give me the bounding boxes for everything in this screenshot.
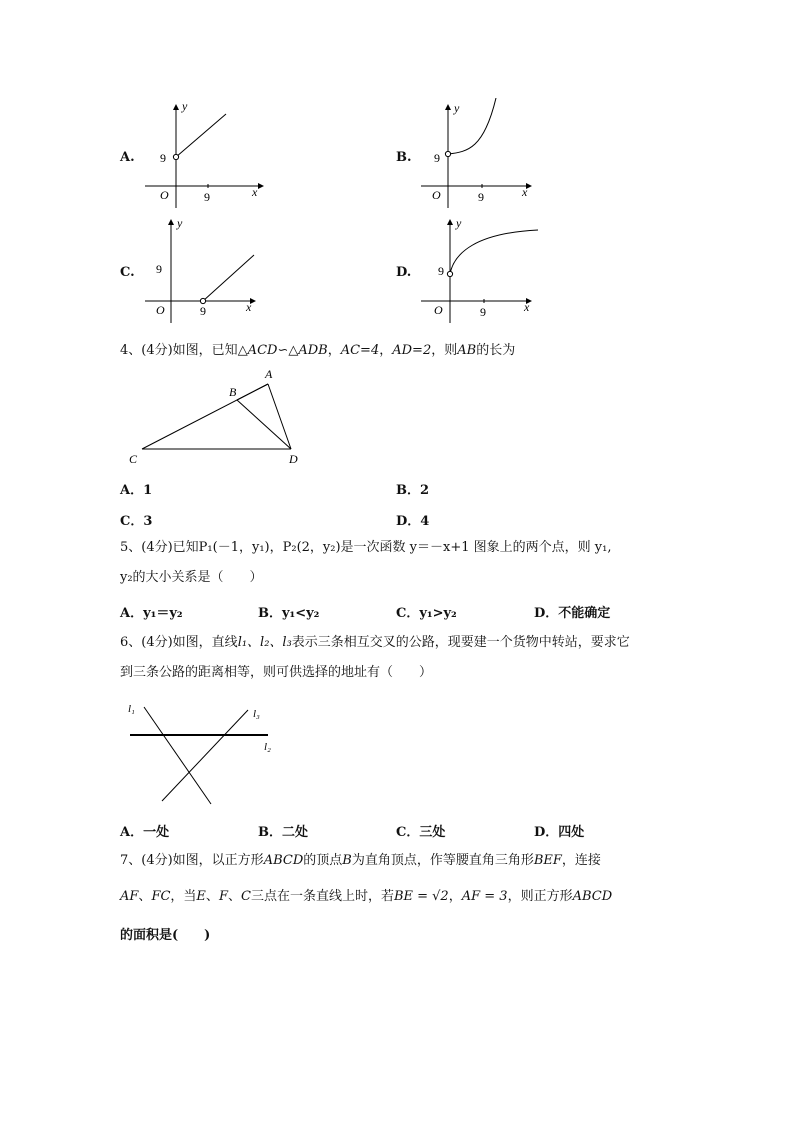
label-l3: l₃ (253, 708, 260, 720)
q6-stem-line1: 6、(4分)如图，直线l₁、l₂、l₃表示三条相互交叉的公路，现要建一个货物中转站，要求它 (120, 635, 630, 650)
open-point (200, 298, 205, 303)
q3-option-c-label: C. (120, 265, 135, 280)
q5-option-a[interactable]: A．y₁＝y₂ (120, 606, 183, 621)
q5-option-c[interactable]: C．y₁>y₂ (396, 606, 457, 621)
open-point (173, 154, 178, 159)
q7-stem-line3: 的面积是( ) (120, 928, 211, 943)
open-point (447, 271, 452, 276)
q4-triangle-figure (125, 365, 315, 470)
svg-text:9: 9 (478, 190, 484, 204)
x-axis-label: x (252, 185, 258, 199)
label-l2: l₂ (264, 741, 271, 753)
q4-option-d[interactable]: D．4 (396, 514, 430, 529)
q6-option-c[interactable]: C．三处 (396, 825, 446, 840)
q6-option-b[interactable]: B．二处 (258, 825, 308, 840)
x-axis-arrow (258, 183, 264, 189)
q3-option-b-label: B. (396, 150, 412, 165)
svg-text:9: 9 (480, 305, 486, 319)
svg-text:9: 9 (200, 304, 206, 318)
y-intercept-label: 9 (160, 151, 166, 165)
vertex-c: C (129, 452, 138, 466)
q4-option-b[interactable]: B．2 (396, 483, 430, 498)
q6-stem-line2: 到三条公路的距离相等，则可供选择的地址有（ ） (120, 665, 433, 680)
function-curve (450, 230, 538, 274)
q3-option-a-label: A. (120, 150, 135, 165)
q7-stem-line1: 7、(4分)如图，以正方形ABCD的顶点B为直角顶点，作等腰直角三角形BEF，连接 (120, 853, 601, 868)
svg-text:9: 9 (156, 262, 162, 276)
function-curve (176, 114, 226, 157)
q6-option-a[interactable]: A．一处 (120, 825, 170, 840)
svg-text:y: y (454, 101, 460, 115)
q6-roads-figure (125, 698, 285, 808)
q5-stem-line2: y₂的大小关系是（ ） (120, 570, 263, 585)
svg-text:O: O (434, 303, 443, 317)
svg-text:O: O (156, 303, 165, 317)
vertex-d: D (289, 452, 298, 466)
q5-option-d[interactable]: D．不能确定 (534, 606, 611, 621)
q5-stem-line1: 5、(4分)已知P₁(－1，y₁)，P₂(2，y₂)是一次函数 y＝－x+1 图象上的两个点，则 y₁, (120, 540, 612, 555)
vertex-a: A (265, 367, 273, 381)
x-tick-label: 9 (204, 190, 210, 204)
q7-stem-line2: AF、FC，当E、F、C三点在一条直线上时，若BE = √2，AF = 3，则正方形ABCD (120, 889, 613, 904)
q4-stem: 4、(4分)如图，已知△ACD∽△ADB，AC=4，AD=2，则AB的长为 (120, 343, 516, 358)
svg-text:x: x (524, 300, 530, 314)
y-axis-label: y (182, 99, 188, 113)
vertex-b: B (229, 385, 237, 399)
q4-option-c[interactable]: C．3 (120, 514, 153, 529)
q3-option-d-label: D. (396, 265, 412, 280)
svg-text:9: 9 (434, 151, 440, 165)
q4-option-a[interactable]: A．1 (120, 483, 153, 498)
function-curve (203, 255, 254, 301)
q5-option-b[interactable]: B．y₁<y₂ (258, 606, 320, 621)
svg-text:x: x (522, 185, 528, 199)
road-l1 (144, 707, 211, 804)
svg-text:9: 9 (438, 264, 444, 278)
q6-option-d[interactable]: D．四处 (534, 825, 585, 840)
road-l3 (162, 710, 248, 801)
svg-text:y: y (456, 216, 462, 230)
svg-text:x: x (246, 300, 252, 314)
segment-ad (268, 384, 291, 449)
svg-text:O: O (432, 188, 441, 202)
origin-label: O (160, 188, 169, 202)
svg-text:y: y (177, 216, 183, 230)
q3-graph-a (140, 98, 270, 213)
segment-bd (237, 400, 291, 449)
segment-ba (237, 384, 268, 400)
q3-graph-c (140, 213, 270, 328)
label-l1: l₁ (128, 703, 135, 715)
q3-graph-b (416, 98, 546, 213)
open-point (445, 151, 450, 156)
q3-graph-d (416, 213, 546, 328)
y-axis-arrow (173, 104, 179, 110)
